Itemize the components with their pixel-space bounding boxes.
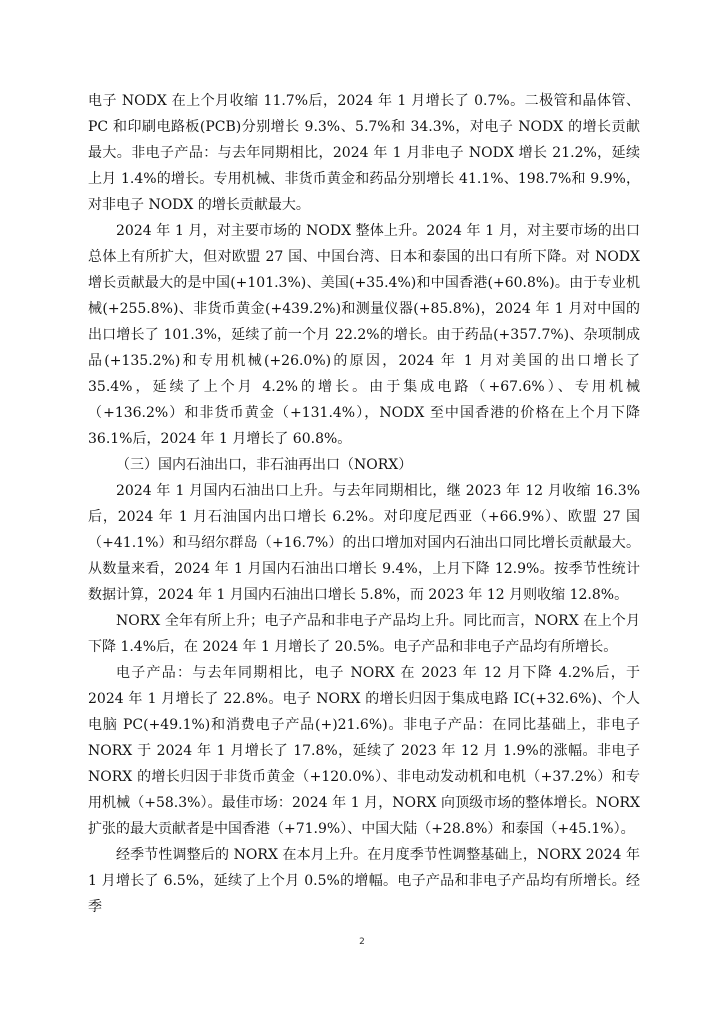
paragraph-seasonal-adjusted: 经季节性调整后的 NORX 在本月上升。在月度季节性调整基础上，NORX 2024 年 1 月增长了 6.5%，延续了上个月 0.5%的增幅。电子产品和非电子产品均有所增长。经季 xyxy=(88,847,640,915)
paragraph-norx-overview: NORX 全年有所上升；电子产品和非电子产品均上升。同比而言，NORX 在上个月下降 1.4%后，在 2024 年 1 月增长了 20.5%。电子产品和非电子产品均有所增长。 xyxy=(88,613,640,655)
paragraph-major-markets: 2024 年 1 月，对主要市场的 NODX 整体上升。2024 年 1 月，对主要市场的出口总体上有所扩大，但对欧盟 27 国、中国台湾、日本和泰国的出口有所下降。对 NODX 增长贡献最大的是中国(+101.3%)、美国(+35.4%)和中国香港(+60.8%)。由于专业机械(+255.8%)、非货币黄金(+439.2%)和测量仪器(+85.8%)，2024 年 1 月对中国的出口增长了 101.3%，延续了前一个月 22.2%的增长。由于药品(+357.7%)、杂项制成品(+135.2%)和专用机械(+26.0%)的原因，2024 年 1 月对美国的出口增长了 35.4%，延续了上个月 4.2%的增长。由于集成电路（+67.6%）、专用机械（+136.2%）和非货币黄金（+131.4%），NODX 至中国香港的价格在上个月下降 36.1%后，2024 年 1 月增长了 60.8%。 xyxy=(88,223,640,447)
paragraph-domestic-oil: 2024 年 1 月国内石油出口上升。与去年同期相比，继 2023 年 12 月收缩 16.3%后，2024 年 1 月石油国内出口增长 6.2%。对印度尼西亚（+66.9%）、欧盟 27 国（+41.1%）和马绍尔群岛（+16.7%）的出口增加对国内石油出口同比增长贡献最大。从数量来看，2024 年 1 月国内石油出口增长 9.4%，上月下降 12.9%。按季节性统计数据计算，2024 年 1 月国内石油出口增长 5.8%，而 2023 年 12 月则收缩 12.8%。 xyxy=(88,483,640,603)
section-heading-norx: （三）国内石油出口，非石油再出口（NORX） xyxy=(116,457,413,473)
page-body xyxy=(88,88,640,920)
page-number: 2 xyxy=(359,937,365,947)
paragraph-norx-electronics: 电子产品：与去年同期相比，电子 NORX 在 2023 年 12 月下降 4.2%后，于 2024 年 1 月增长了 22.8%。电子 NORX 的增长归因于集成电路 IC(+32.6%)、个人电脑 PC(+49.1%)和消费电子产品(+)21.6%)。非电子产品：在同比基础上，非电子 NORX 于 2024 年 1 月增长了 17.8%，延续了 2023 年 12 月 1.9%的涨幅。非电子 NORX 的增长归因于非货币黄金（+120.0%）、非电动发动机和电机（+37.2%）和专用机械（+58.3%）。最佳市场：2024 年 1 月，NORX 向顶级市场的整体增长。NORX 扩张的最大贡献者是中国香港（+71.9%）、中国大陆（+28.8%）和泰国（+45.1%）。 xyxy=(88,665,640,837)
paragraph-electronics-nodx: 电子 NODX 在上个月收缩 11.7%后，2024 年 1 月增长了 0.7%。二极管和晶体管、PC 和印刷电路板(PCB)分别增长 9.3%、5.7%和 34.3%，对电子 NODX 的增长贡献最大。非电子产品：与去年同期相比，2024 年 1 月非电子 NODX 增长 21.2%，延续上月 1.4%的增长。专用机械、非货币黄金和药品分别增长 41.1%、198.7%和 9.9%，对非电子 NODX 的增长贡献最大。 xyxy=(88,93,640,213)
